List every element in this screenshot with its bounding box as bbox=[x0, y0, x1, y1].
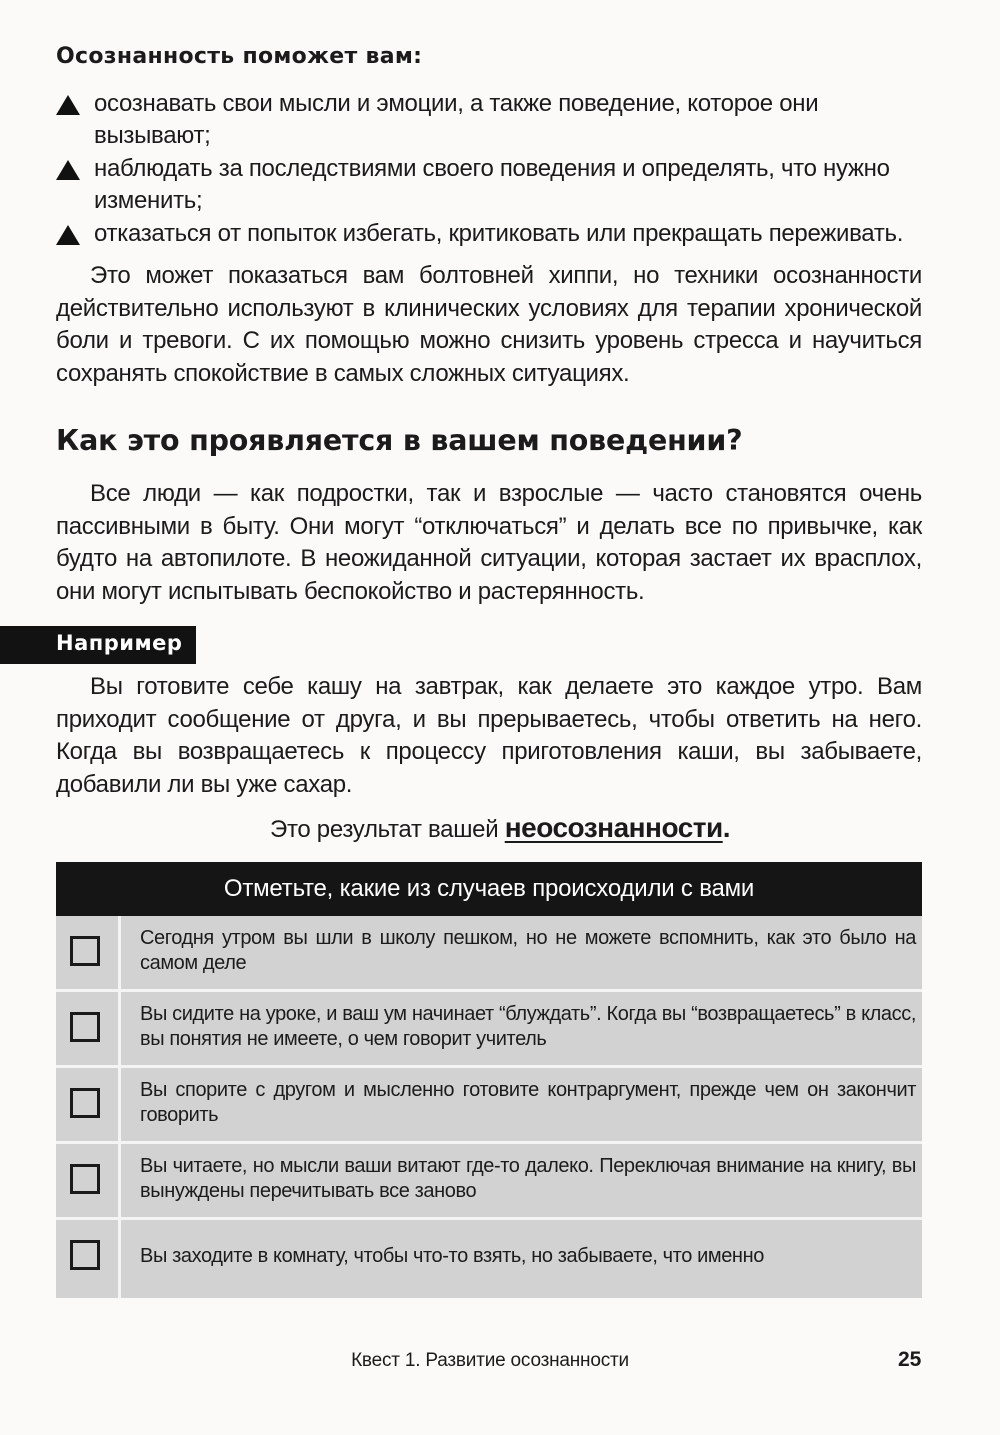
section-heading-benefits: Осознанность поможет вам: bbox=[56, 44, 423, 69]
list-item bbox=[56, 88, 924, 152]
example-paragraph: Вы готовите себе кашу на завтрак, как делаете это каждое утро. Вам приходит сообщение от друга, и вы прерываетесь, чтобы ответить на него. Когда вы возвращаетесь к процессу приготовления каши, вы забываете, добавили ли вы уже сахар. bbox=[56, 673, 922, 798]
checkbox[interactable] bbox=[70, 1240, 100, 1270]
list-item-text: отказаться от попыток избегать, критиковать или прекращать переживать. bbox=[94, 220, 904, 247]
checklist-row bbox=[56, 1144, 922, 1220]
list-item bbox=[56, 218, 924, 250]
result-prefix: Это результат вашей bbox=[270, 816, 499, 843]
checklist-row-text: Вы сидите на уроке, и ваш ум начинает “блуждать”. Когда вы “возвращаетесь” в класс, вы понятия не имеете, о чем говорит учитель bbox=[140, 1003, 916, 1050]
intro-paragraph: Это может показаться вам болтовней хиппи, но техники осознанности действительно используют в клинических условиях для терапии хронической боли и тревоги. С их помощью можно снизить уровень стресса и научиться сохранять спокойствие в самых сложных ситуациях. bbox=[56, 262, 922, 387]
section-heading-behavior: Как это проявляется в вашем поведении? bbox=[56, 424, 743, 457]
column-divider bbox=[118, 916, 121, 1298]
triangle-bullet-icon bbox=[56, 225, 80, 245]
checklist-row bbox=[56, 1220, 922, 1298]
checklist-row bbox=[56, 1068, 922, 1144]
checkbox[interactable] bbox=[70, 1164, 100, 1194]
checklist-row-text: Сегодня утром вы шли в школу пешком, но не можете вспомнить, как это было на самом деле bbox=[140, 927, 916, 974]
checklist-row-text: Вы читаете, но мысли ваши витают где-то далеко. Переключая внимание на книгу, вы вынуждены перечитывать все заново bbox=[140, 1155, 916, 1202]
checklist-row bbox=[56, 992, 922, 1068]
checkbox[interactable] bbox=[70, 936, 100, 966]
checklist-table bbox=[56, 862, 922, 1298]
result-statement bbox=[0, 812, 1000, 844]
page-number: 25 bbox=[898, 1348, 922, 1371]
result-suffix: . bbox=[722, 812, 730, 843]
checklist-row-text: Вы спорите с другом и мысленно готовите контраргумент, прежде чем он закончит говорить bbox=[140, 1079, 916, 1126]
triangle-bullet-icon bbox=[56, 160, 80, 180]
example-label bbox=[0, 626, 196, 664]
behavior-paragraph: Все люди — как подростки, так и взрослые — часто становятся очень пассивными в быту. Они могут “отключаться” и делать все по привычке, как будто на автопилоте. В неожиданной ситуации, которая застает их врасплох, они могут испытывать беспокойство и растерянность. bbox=[56, 480, 922, 605]
checklist-row-text: Вы заходите в комнату, чтобы что-то взять, но забываете, что именно bbox=[140, 1245, 764, 1267]
list-item bbox=[56, 153, 924, 217]
checklist-rows bbox=[56, 916, 922, 1298]
triangle-bullet-icon bbox=[56, 95, 80, 115]
checklist-header: Отметьте, какие из случаев происходили с вами bbox=[56, 862, 922, 916]
checkbox[interactable] bbox=[70, 1012, 100, 1042]
result-emphasis: неосознанности bbox=[504, 812, 723, 843]
running-footer-title: Квест 1. Развитие осознанности bbox=[351, 1350, 629, 1371]
example-label-text: Например bbox=[56, 631, 183, 655]
list-item-text: осознавать свои мысли и эмоции, а также поведение, которое они вызывают; bbox=[94, 90, 819, 149]
list-item-text: наблюдать за последствиями своего поведения и определять, что нужно изменить; bbox=[94, 155, 890, 214]
checkbox[interactable] bbox=[70, 1088, 100, 1118]
checklist-row bbox=[56, 916, 922, 992]
benefits-list bbox=[56, 88, 924, 251]
